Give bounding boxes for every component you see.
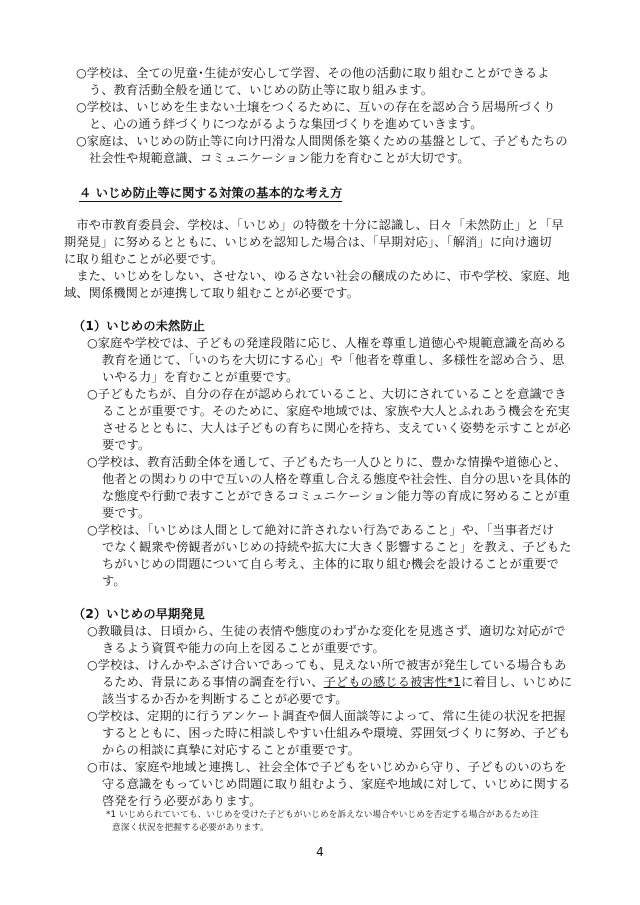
text-line: ることが重要です。そのために、家庭や地域では、家族や大人とふれあう機会を充実: [102, 404, 570, 418]
text-line: す。: [102, 574, 126, 588]
text-line: 守る意識をもっていじめ問題に取り組むよう、家庭や地域に対して、いじめに関する: [102, 777, 571, 791]
text-line: ○市は、家庭や地域と連携し、社会全体で子どもをいじめから守り、子どものいのちを: [87, 760, 567, 774]
text-line: 他者との関わりの中で互いの人格を尊重し合える態度や社会性、自分の思いを具体的: [102, 472, 571, 486]
text-line: 要です。: [102, 506, 151, 520]
text-line: ○教職員は、日頃から、生徒の表情や態度のわずかな変化を見逃さず、適切な対応がで: [87, 624, 566, 638]
text-line: ○子どもたちが、自分の存在が認められていること、大切にされていることを意識でき: [87, 387, 567, 401]
text-line: う、教育活動全般を通じて、いじめの防止等に取り組みます。: [89, 83, 434, 97]
text-line: 社会性や規範意識、コミュニケーション能力を育むことが大切です。: [89, 151, 470, 165]
section-heading: ４ いじめ防止等に関する対策の基本的な考え方: [79, 186, 343, 200]
text-line: ○学校は、全ての児童･生徒が安心して学習、その他の活動に取り組むことができるよ: [76, 66, 550, 80]
text-line: ○学校は、「いじめは人間として絶対に許されない行為であること」や、「当事者だけ: [87, 523, 555, 537]
subsection-heading-2: （2）いじめの早期発見: [73, 607, 206, 621]
text-line: きるよう資質や能力の向上を図ることが重要です。: [102, 641, 385, 655]
text-line: 要です。: [102, 438, 151, 452]
text-line: に取り組むことが必要です。: [64, 252, 224, 266]
footnote-line: *1 いじめられていても、いじめを受けた子どもがいじめを訴えない場合やいじめを否定する場合があるため注: [106, 810, 539, 820]
text-span: るため、背景にある事情の調査を行い、: [102, 675, 324, 689]
text-line: ○学校は、けんかやふざけ合いであっても、見えない所で被害が発生している場合もあ: [87, 658, 567, 672]
text-line: させるとともに、大人は子どもの育ちに関心を持ち、支えていく姿勢を示すことが必: [102, 421, 571, 435]
text-line: また、いじめをしない、させない、ゆるさない社会の醸成のために、市や学校、家庭、地: [64, 269, 570, 283]
text-line: ○学校は、教育活動全体を通して、子どもたち一人ひとりに、豊かな情操や道徳心と、: [87, 455, 567, 469]
footnoted-term: 子どもの感じる被害性*1: [323, 675, 462, 689]
text-line: ○学校は、定期的に行うアンケート調査や個人面談等によって、常に生徒の状況を把握: [87, 709, 566, 723]
text-line: 域、関係機関とが連携して取り組むことが必要です。: [64, 286, 360, 300]
text-line: 該当するか否かを判断することが必要です。: [102, 692, 348, 706]
text-line: ○家庭は、いじめの防止等に向け円滑な人間関係を築くための基盤として、子どもたちの: [76, 134, 568, 148]
text-line: な態度や行動で表すことができるコミュニケーション能力等の育成に努めることが重: [102, 489, 571, 503]
footnote-line: 意深く状況を把握する必要があります。: [112, 823, 269, 833]
text-line: いやる力」を育むことが重要です。: [102, 370, 299, 384]
text-line: するとともに、困った時に相談しやすい仕組みや環境、雰囲気づくりに努め、子ども: [102, 726, 571, 740]
text-line: ちがいじめの問題について自ら考え、主体的に取り組む機会を設けることが重要で: [102, 557, 559, 571]
text-line: 期発見」に努めるとともに、いじめを認知した場合は、「早期対応」、「解消」に向け適切: [64, 235, 552, 249]
text-line: 啓発を行う必要があります。: [102, 794, 262, 808]
text-line: と、心の通う絆づくりにつながるような集団づくりを進めていきます。: [89, 117, 483, 131]
text-line: 教育を通じて、「いのちを大切にする心」や「他者を尊重し、多様性を認め合う、思: [102, 353, 565, 367]
text-line: ○学校は、いじめを生まない土壌をつくるために、互いの存在を認め合う居場所づくり: [76, 100, 556, 114]
text-line: ○家庭や学校では、子どもの発達段階に応じ、人権を尊重し道徳心や規範意識を高める: [87, 336, 567, 350]
text-line: でなく観衆や傍観者がいじめの持続や拡大に大きく影響すること」を教え、子どもた: [102, 540, 572, 554]
subsection-heading-1: （1）いじめの未然防止: [73, 319, 206, 333]
text-line: からの相談に真摯に対応することが重要です。: [102, 743, 361, 757]
text-line: [102, 674, 572, 690]
page-number: 4: [316, 845, 324, 859]
text-span: に着目し、いじめに: [461, 675, 573, 689]
text-line: 市や市教育委員会、学校は、「いじめ」の特徴を十分に認識し、日々「未然防止」と「早: [64, 218, 564, 232]
